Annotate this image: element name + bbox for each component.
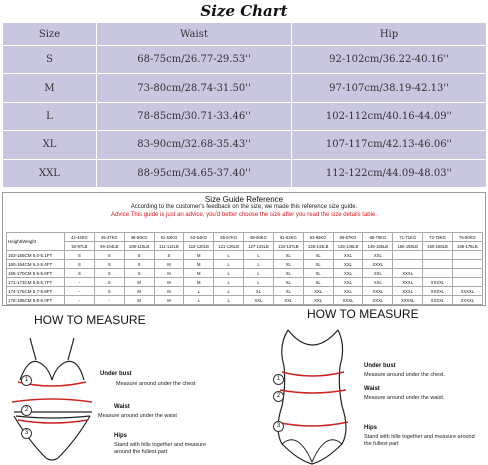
guide-weight-kg: 68-70KG: [363, 233, 393, 242]
size-cell: S: [3, 46, 97, 74]
guide-size-cell: -: [65, 278, 95, 287]
guide-size-cell: XL: [273, 260, 303, 269]
header-size: Size: [3, 23, 97, 46]
guide-size-cell: L: [214, 260, 244, 269]
guide-row: [7, 269, 483, 278]
guide-weight-kg: 61-62KG: [273, 233, 303, 242]
guide-height-cell: [7, 278, 65, 287]
guide-size-cell: XXXL: [363, 287, 393, 296]
guide-size-cell: XXXXL: [452, 296, 482, 305]
guide-size-cell: XXL: [333, 287, 363, 296]
guide-size-cell: M: [184, 251, 214, 260]
guide-weight-kg: 58-60KG: [244, 233, 274, 242]
guide-size-cell: M: [124, 278, 154, 287]
header-waist: Waist: [97, 23, 292, 46]
guide-size-cell: XXL: [244, 296, 274, 305]
size-chart-row: [3, 74, 487, 102]
guide-weight-lb: 138-144LB: [303, 242, 333, 251]
size-chart-title: Size Chart: [200, 2, 288, 20]
right-marker-2: 2: [273, 391, 284, 402]
guide-weight-lb: 99-104LB: [94, 242, 124, 251]
guide-height-cm: 176-185CM: [8, 297, 32, 303]
right-waist-label: Waist: [364, 386, 380, 392]
guide-size-cell: XXXXL: [393, 296, 423, 305]
guide-size-cell: XL: [273, 278, 303, 287]
guide-size-cell: XXL: [333, 251, 363, 260]
guide-size-cell: XXXXL: [423, 287, 453, 296]
guide-size-cell: S: [94, 269, 124, 278]
left-waist-label: Waist: [114, 404, 130, 410]
guide-size-cell: L: [244, 260, 274, 269]
guide-weight-lb: 92-97LB: [65, 242, 95, 251]
left-marker-1: 1: [21, 375, 32, 386]
guide-height-ft: 5.8-6.0FT: [32, 297, 53, 303]
guide-size-cell: S: [94, 287, 124, 296]
guide-size-cell: [452, 269, 482, 278]
guide-height-cm: 160-164CM: [8, 261, 32, 267]
hip-cell: 102-112cm/40.16-44.09'': [292, 102, 487, 130]
guide-size-cell: L: [244, 251, 274, 260]
guide-height-cell: [7, 296, 65, 305]
guide-size-cell: L: [244, 269, 274, 278]
size-cell: XL: [3, 131, 97, 159]
guide-size-cell: [452, 278, 482, 287]
guide-height-cm: 171-173CM: [8, 279, 32, 285]
guide-size-cell: M: [184, 278, 214, 287]
size-cell: M: [3, 74, 97, 102]
guide-size-cell: L: [184, 287, 214, 296]
guide-header-kg: [7, 233, 483, 242]
right-hips-desc: Stand with hills together and measure around the fullest part: [364, 434, 475, 447]
guide-size-cell: XL: [273, 269, 303, 278]
guide-weight-lb: 111-114LB: [154, 242, 184, 251]
guide-size-cell: M: [124, 287, 154, 296]
guide-size-cell: XXL: [333, 278, 363, 287]
left-marker-2: 2: [21, 405, 32, 416]
guide-size-cell: L: [184, 296, 214, 305]
hip-cell: 97-107cm/38.19-42.13'': [292, 74, 487, 102]
left-under-bust-desc: Measure around under the chest: [116, 381, 196, 387]
guide-row: [7, 251, 483, 260]
guide-size-cell: XXXL: [363, 296, 393, 305]
guide-size-cell: L: [214, 269, 244, 278]
guide-size-cell: XXL: [333, 269, 363, 278]
size-chart-table: [2, 22, 487, 188]
guide-size-cell: XXXL: [393, 278, 423, 287]
guide-size-cell: S: [65, 269, 95, 278]
guide-size-cell: [452, 260, 482, 269]
guide-size-cell: XL: [273, 251, 303, 260]
guide-weight-kg: 76-80KG: [452, 233, 482, 242]
guide-size-cell: M: [184, 260, 214, 269]
guide-height-cell: [7, 260, 65, 269]
size-cell: XXL: [3, 159, 97, 187]
guide-height-ft: 5.6-5.7FT: [32, 279, 53, 285]
guide-size-cell: XXXL: [393, 287, 423, 296]
guide-weight-lb: 127-133LB: [244, 242, 274, 251]
guide-title: Size Guide Reference: [204, 195, 284, 204]
right-waist-desc: Measure around under the waist.: [364, 395, 445, 401]
guide-table: [6, 232, 483, 305]
guide-size-cell: L: [214, 287, 244, 296]
bikini-figure: [8, 330, 98, 465]
guide-height-ft: 5.7-5.8FT: [32, 288, 53, 294]
measure-right-title: HOW TO MEASURE: [307, 307, 419, 321]
guide-weight-lb: 106-110LB: [124, 242, 154, 251]
guide-subtitle: According to the customer's feedback on the size, we made this reference size guide.: [130, 204, 358, 210]
size-guide-reference: [2, 192, 486, 306]
guide-weight-lb: 156-159LB: [393, 242, 423, 251]
hip-cell: 92-102cm/36.22-40.16'': [292, 46, 487, 74]
guide-weight-kg: 48-50KG: [124, 233, 154, 242]
guide-size-cell: -: [65, 287, 95, 296]
guide-size-cell: [423, 269, 453, 278]
guide-size-cell: XXXL: [363, 260, 393, 269]
waist-cell: 83-90cm/32.68-35.43'': [97, 131, 292, 159]
waist-cell: 68-75cm/26.77-29.53'': [97, 46, 292, 74]
guide-size-cell: [393, 251, 423, 260]
guide-weight-lb: 145-148LB: [333, 242, 363, 251]
guide-size-cell: XXL: [303, 287, 333, 296]
guide-size-cell: M: [154, 260, 184, 269]
guide-size-cell: S: [65, 251, 95, 260]
guide-size-cell: [393, 260, 423, 269]
guide-size-cell: XXXXL: [423, 296, 453, 305]
header-hip: Hip: [292, 23, 487, 46]
guide-size-cell: S: [154, 251, 184, 260]
left-hips-desc: Stand with hills together and measure around the fullest part: [114, 442, 207, 455]
guide-weight-kg: 73-75KG: [423, 233, 453, 242]
left-under-bust-label: Under bust: [100, 371, 132, 377]
guide-height-cell: [7, 287, 65, 296]
guide-weight-kg: 51-52KG: [154, 233, 184, 242]
guide-height-cm: 165-170CM: [8, 270, 32, 276]
guide-size-cell: S: [94, 251, 124, 260]
waist-cell: 88-95cm/34.65-37.40'': [97, 159, 292, 187]
guide-weight-kg: 42-44KG: [65, 233, 95, 242]
guide-size-cell: L: [244, 278, 274, 287]
guide-size-cell: XXL: [333, 260, 363, 269]
waist-cell: 73-80cm/28.74-31.50'': [97, 74, 292, 102]
guide-weight-kg: 45-47KG: [94, 233, 124, 242]
guide-size-cell: XL: [273, 287, 303, 296]
guide-size-cell: XXXL: [393, 269, 423, 278]
guide-size-cell: S: [94, 278, 124, 287]
guide-size-cell: S: [124, 260, 154, 269]
guide-height-cell: [7, 269, 65, 278]
guide-size-cell: M: [154, 287, 184, 296]
size-chart-row: [3, 159, 487, 187]
guide-height-ft: 5.2-5.4FT: [32, 261, 53, 267]
right-under-bust-label: Under bust: [364, 363, 396, 369]
guide-size-cell: XL: [303, 269, 333, 278]
guide-size-cell: -: [65, 296, 95, 305]
guide-row: [7, 287, 483, 296]
guide-size-cell: XXL: [363, 251, 393, 260]
guide-height-cell: [7, 251, 65, 260]
guide-size-cell: [423, 251, 453, 260]
guide-size-cell: M: [124, 296, 154, 305]
guide-size-cell: M: [154, 269, 184, 278]
guide-weight-kg: 63-65KG: [303, 233, 333, 242]
guide-height-cm: 153-155CM: [8, 252, 32, 258]
guide-row: [7, 296, 483, 305]
guide-size-cell: [452, 251, 482, 260]
guide-size-cell: -: [94, 296, 124, 305]
guide-weight-lb: 115-120LB: [184, 242, 214, 251]
guide-size-cell: S: [65, 260, 95, 269]
waist-cell: 78-85cm/30.71-33.46'': [97, 102, 292, 130]
left-hips-label: Hips: [114, 433, 128, 439]
guide-size-cell: XXXXL: [452, 287, 482, 296]
size-cell: L: [3, 102, 97, 130]
guide-size-cell: S: [124, 251, 154, 260]
size-chart-row: [3, 131, 487, 159]
guide-height-ft: 5.5-5.6FT: [32, 270, 53, 276]
measure-left-title: HOW TO MEASURE: [34, 313, 146, 327]
left-waist-desc: Measure around under the waist: [98, 413, 177, 419]
guide-height-ft: 5.0-5.1FT: [32, 252, 53, 258]
hip-cell: 107-117cm/42.13-46.06'': [292, 131, 487, 159]
guide-weight-kg: 66-67KG: [333, 233, 363, 242]
hip-cell: 112-122cm/44.09-48.03'': [292, 159, 487, 187]
guide-weight-kg: 71-71KG: [393, 233, 423, 242]
guide-size-cell: [423, 260, 453, 269]
guide-advice: Advice:This guide is just an advice, you'd better choose the size after you read the size details table.: [111, 212, 377, 218]
guide-size-cell: M: [184, 269, 214, 278]
right-under-bust-desc: Measure around under the chest.: [364, 372, 446, 378]
guide-size-cell: XXL: [363, 278, 393, 287]
guide-weight-lb: 149-155LB: [363, 242, 393, 251]
guide-size-cell: L: [214, 278, 244, 287]
guide-weight-kg: 55-57KG: [214, 233, 244, 242]
guide-row: [7, 278, 483, 287]
right-hips-label: Hips: [364, 425, 378, 431]
guide-weight-lb: 134-137LB: [273, 242, 303, 251]
guide-size-cell: L: [214, 251, 244, 260]
guide-weight-lb: 121-126LB: [214, 242, 244, 251]
guide-size-cell: S: [124, 269, 154, 278]
guide-size-cell: XXXL: [333, 296, 363, 305]
right-marker-1: 1: [273, 374, 284, 385]
guide-size-cell: XXXXL: [423, 278, 453, 287]
guide-size-cell: XXL: [303, 296, 333, 305]
guide-size-cell: XL: [303, 251, 333, 260]
guide-size-cell: L: [214, 296, 244, 305]
guide-size-cell: M: [154, 278, 184, 287]
guide-size-cell: S: [94, 260, 124, 269]
guide-size-cell: XL: [244, 287, 274, 296]
right-marker-3: 3: [273, 421, 284, 432]
size-chart-row: [3, 46, 487, 74]
guide-size-cell: XL: [303, 260, 333, 269]
guide-size-cell: M: [154, 296, 184, 305]
left-marker-3: 3: [21, 428, 32, 439]
guide-size-cell: XXL: [363, 269, 393, 278]
guide-size-cell: XL: [303, 278, 333, 287]
guide-weight-lb: 160-166LB: [423, 242, 453, 251]
guide-row: [7, 260, 483, 269]
guide-size-cell: XXL: [273, 296, 303, 305]
guide-weight-kg: 53-54KG: [184, 233, 214, 242]
guide-height-cm: 174-175CM: [8, 288, 32, 294]
size-chart-header-row: [3, 23, 487, 46]
guide-corner-label: Height/Weight: [7, 233, 65, 251]
size-chart-row: [3, 102, 487, 130]
guide-header-lb: [7, 242, 483, 251]
guide-weight-lb: 166-176LB: [452, 242, 482, 251]
